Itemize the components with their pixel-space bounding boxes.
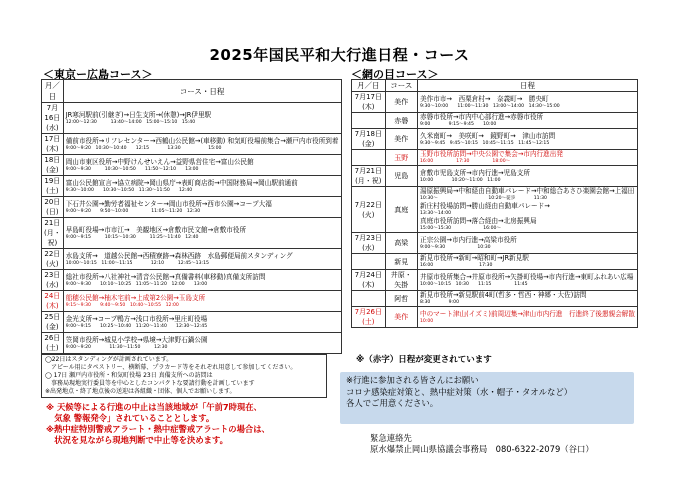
schedule-times: 16:00 17:30 18:00～: [419, 159, 511, 164]
table-row: [352, 129, 638, 150]
col-header-course: コース・日程: [63, 80, 341, 103]
table-row: [352, 270, 638, 291]
row-date: 21日(月・祝): [42, 218, 64, 249]
row-course-name: 新見: [385, 254, 417, 270]
row-course-name: 高梁: [385, 233, 417, 254]
row-date: 18日(金): [42, 155, 64, 176]
request-line: 各人でご用意ください。: [346, 398, 439, 408]
row-date: 19日(土): [42, 176, 64, 197]
row-date: 17日(木): [42, 134, 64, 155]
row-date: [352, 113, 386, 129]
route-times: 9:00～9:15 10:15～10:30 11:25～11:40 12:40: [65, 234, 199, 240]
schedule-times: 10:00: [419, 318, 434, 324]
schedule-text: 新見市役所→新町→昭和町→JR新見駅: [419, 254, 529, 262]
schedule-text: 井原市役所集合→井原市役所→矢掛町役場→市内行進→東町ふれあい広場: [419, 272, 634, 281]
row-course-name: 美作: [385, 307, 417, 328]
table-row: [42, 155, 342, 176]
schedule-times: 10:00 10:20～11:00 11:00: [419, 177, 501, 183]
participants-request-box: [340, 372, 634, 424]
schedule-text: 赤磐市役所→市内中心部行進→赤磐市役所: [419, 113, 544, 121]
row-date: 7月24日 (木): [352, 270, 386, 291]
row-schedule: [417, 113, 637, 129]
schedule-text: 新庄村役場訪問→勝山経由自動車パレード→: [419, 202, 550, 210]
note-line: ※出発地点・終了地点後の送迎は各組織・団体、個人でお願いします。: [45, 388, 236, 395]
row-schedule: [417, 129, 637, 150]
schedule-text: 正宗公園→市内行進→高梁市役所: [419, 235, 517, 244]
route-times: 9:00～9:15 10:25～10:40 11:20～11:40 12:30～12:45: [65, 323, 208, 329]
row-course: [63, 291, 341, 312]
row-schedule: [417, 187, 637, 233]
schedule-times: 13:30～14:00: [419, 211, 452, 216]
schedule-times: 9:00～9:30 10:30: [419, 244, 491, 250]
route-times: 9:00～9:30 10:30～10:50 11:50～12:10 13:00: [65, 166, 199, 172]
route-times: 9:30～10:00 10:30～10:50 11:30～11:50 12:40: [65, 187, 193, 193]
route-text: 下石井公園→勤労者福祉センター→岡山市役所→西市公園→コープ大福: [65, 199, 272, 208]
table-row: [352, 307, 638, 328]
schedule-times: 9:30～9:45 9:45～10:15 10:45～11:15 11:45～12:15: [419, 140, 550, 146]
schedule-times: 10:00～10:15 10:30 11:15 11:45: [419, 281, 528, 287]
request-line: ※行進に参加される皆さんにお願い: [346, 375, 479, 385]
request-line: コロナ感染症対策と、熱中症対策（水・帽子・タオルなど）: [346, 386, 573, 397]
row-course: [63, 197, 341, 218]
schedule-text: 中のマート津山(イズミ)前周辺集→津山市内行進 行進終了後懇親会解散: [419, 309, 635, 318]
route-text: 水島支所→ 道越公民館→西積寮跡→森林西跡 水島郵便局前スタンディング: [65, 251, 293, 260]
network-course-schedule-table: [351, 79, 638, 328]
left-course-heading: ＜東京ー広島コース＞: [43, 68, 153, 81]
row-date: 7月16日 (水): [42, 103, 64, 134]
row-schedule: [417, 270, 637, 291]
row-course-name: 真庭: [385, 187, 417, 233]
row-schedule: [417, 254, 637, 270]
row-date: 25日(金): [42, 312, 64, 333]
row-course-name: 美作: [385, 92, 417, 113]
row-schedule: [417, 150, 637, 166]
table-row: [352, 291, 638, 307]
notes-box: [41, 354, 327, 398]
route-text: 笠岡市役所→城見小学校→県境→大津野石鍋公園: [65, 335, 208, 344]
table-row: [352, 187, 638, 233]
table-row: [42, 197, 342, 218]
right-course-heading: ＜網の目コース＞: [351, 68, 439, 81]
table-row: [42, 333, 342, 354]
schedule-text: 湯原振興局→中和経由自動車パレード→中和総合あさひ楽園会館→上福田: [419, 187, 635, 195]
route-times: 9:00～9:20 9:50～10:00 11:05～11:20 12:30: [65, 208, 201, 214]
row-course: [63, 218, 341, 249]
emergency-contact: [370, 433, 594, 455]
warning-line: ※熱中症特別警戒アラート・熱中症警戒アラートの場合は、: [46, 424, 270, 434]
route-text: JR寒河駅前(引継ぎ)→日生支所→(休憩)→JR伊里駅: [65, 110, 212, 119]
row-course-name: 玉野: [385, 150, 417, 166]
warning-line: ※ 天候等による行進の中止は当該地域が「午前7時現在、: [46, 402, 262, 412]
row-date: 26日(土): [42, 333, 64, 354]
row-course: [63, 249, 341, 270]
row-course: [63, 333, 341, 354]
col-header-course: コース: [385, 80, 417, 92]
note-line: ◯22日はスタンディングが計画されています。: [45, 356, 173, 363]
route-text: 岡山市東区役所→中野けんせいえん→益野県営住宅→富山公民館: [65, 157, 254, 166]
route-times: 9:00～9:30 10:10～10:25 11:05～11:20 12:00 13:00: [65, 281, 208, 287]
route-text: 備前市役所→リフレセンター→西鶴山公民館→(車移動) 和気町役場前集合→瀬戸内市役所到着: [65, 136, 339, 145]
table-row: [352, 150, 638, 166]
table-row: [42, 218, 342, 249]
table-row: [42, 103, 342, 134]
row-date: 7月22日 (火): [352, 187, 386, 233]
row-schedule: [417, 233, 637, 254]
row-date: 23日(水): [42, 270, 64, 291]
route-times: 9:00～9:20 10:30～10:40 12:15 13:30 15:00: [65, 145, 222, 151]
table-row: [42, 176, 342, 197]
row-schedule: [417, 92, 637, 113]
route-times: 12:00～12:30 13:40～14:00 15:00～15:10 15:40: [65, 119, 196, 125]
row-schedule: [417, 291, 637, 307]
route-times: 10:00～10:15 11:00～11:15 12:10 12:45～13:15: [65, 260, 209, 266]
row-course-name: 美作: [385, 129, 417, 150]
schedule-times: 16:00 17:30: [419, 263, 493, 268]
table-row: [352, 113, 638, 129]
schedule-changed-note: ※（赤字）日程が変更されています: [356, 355, 492, 365]
contact-line: 原水爆禁止岡山県協議会事務局 080-6322-2079（谷口）: [370, 444, 594, 454]
schedule-times: 10:30～ 10:20～徒歩 11:30: [419, 196, 547, 201]
row-course: [63, 176, 341, 197]
table-row: [42, 249, 342, 270]
route-text: 早島町役場→市市江→ 美観地区→倉敷市民文館→倉敷市役所: [65, 225, 247, 234]
row-course: [63, 270, 341, 291]
schedule-times: 9:00 9:15～9:45 10:00: [419, 122, 497, 127]
row-course: [63, 155, 341, 176]
row-schedule: [417, 166, 637, 187]
col-header-date: 月／日: [352, 80, 386, 92]
route-times: 9:15～9:30 9:40～9:50 10:40～10:55 12:00: [65, 302, 179, 308]
row-course-name: 赤磐: [385, 113, 417, 129]
warning-line: 状況を見ながら現地判断で中止等を決めます。: [46, 435, 228, 445]
row-course-name: 阿哲: [385, 291, 417, 307]
route-text: 富山公民館宣言→協立病院→岡山県庁→表町商店街→中国財務局→岡山駅前通前: [65, 178, 298, 187]
schedule-text: 美作市市→ 西栗倉村→ 奈義町→ 勝央町: [419, 94, 549, 103]
row-course: [63, 103, 341, 134]
schedule-text: 新見市役所→新見駅前4町(哲多・哲西・神郷・大佐)訪問: [419, 291, 587, 299]
row-course: [63, 134, 341, 155]
route-text: 船穂公民館→柚木宅前→上成第2公園→玉島支所: [65, 293, 206, 302]
schedule-times: 8:30 9:00: [419, 300, 459, 305]
route-text: 総社市役所→八社神社→清音公民館→真備書料(車移動)真備支所訪問: [65, 272, 266, 281]
schedule-text: 久米南町→ 美咲町→ 鏡野町→ 津山市訪問: [419, 131, 556, 140]
row-date: 7月26日 (土): [352, 307, 386, 328]
schedule-text: 倉敷市児島支所→市内行進→児島支所: [419, 168, 530, 177]
table-row: [352, 92, 638, 113]
table-row: [352, 254, 638, 270]
warning-line: 気象 警報発令」されていることとします。: [46, 413, 215, 423]
schedule-text: 玉野市役所訪問→中央公園で集会→市内行進出発: [419, 150, 563, 158]
note-line: アピール用にタペストリー、横断幕、プラカード等をそれぞれ用意して参加してください。: [45, 364, 297, 371]
row-date: 24日(木): [42, 291, 64, 312]
row-date: 7月23日 (水): [352, 233, 386, 254]
row-date: 7月21日 (月・祝): [352, 166, 386, 187]
row-date: 7月18日 (金): [352, 129, 386, 150]
col-header-date: 月／日: [42, 80, 64, 103]
tokyo-hiroshima-schedule-table: [41, 79, 342, 354]
row-date: [352, 150, 386, 166]
row-course-name: 児島: [385, 166, 417, 187]
contact-heading: 緊急連絡先: [370, 433, 412, 443]
row-date: [352, 254, 386, 270]
schedule-times: 15:00～15:30 16:00～: [419, 226, 502, 231]
schedule-times: 9:30～10:00 11:00～11:30 13:00～14:00 14:30～15:00: [419, 103, 560, 109]
route-text: 金光支所→コープ鴨方→浅口市役所→里庄町役場: [65, 314, 208, 323]
table-row: [42, 270, 342, 291]
table-row: [42, 134, 342, 155]
row-date: 22日(火): [42, 249, 64, 270]
table-row: [352, 166, 638, 187]
col-header-schedule: 日程: [417, 80, 637, 92]
note-line: ◯ 17日 瀬戸内市役所・和気町役場 23日 真備支所への訪問は: [45, 372, 213, 379]
row-date: 7月17日 (木): [352, 92, 386, 113]
row-date: 20日(日): [42, 197, 64, 218]
page-title: 2025年国民平和大行進日程・コース: [209, 46, 470, 64]
weather-warning: [46, 402, 326, 446]
table-row: [42, 291, 342, 312]
row-course-name: 井原・矢掛: [385, 270, 417, 291]
row-date: [352, 291, 386, 307]
table-row: [352, 233, 638, 254]
route-times: 9:00～9:20 11:30～11:50 12:30: [65, 344, 168, 350]
note-line: 事務局現地実行委員等を中心としたコンパクトな要請行動を計画しています: [45, 380, 255, 387]
row-schedule: [417, 307, 637, 328]
table-row: [42, 312, 342, 333]
schedule-text: 真庭市役所訪問→落合経由→北房振興局: [419, 217, 537, 225]
row-course: [63, 312, 341, 333]
